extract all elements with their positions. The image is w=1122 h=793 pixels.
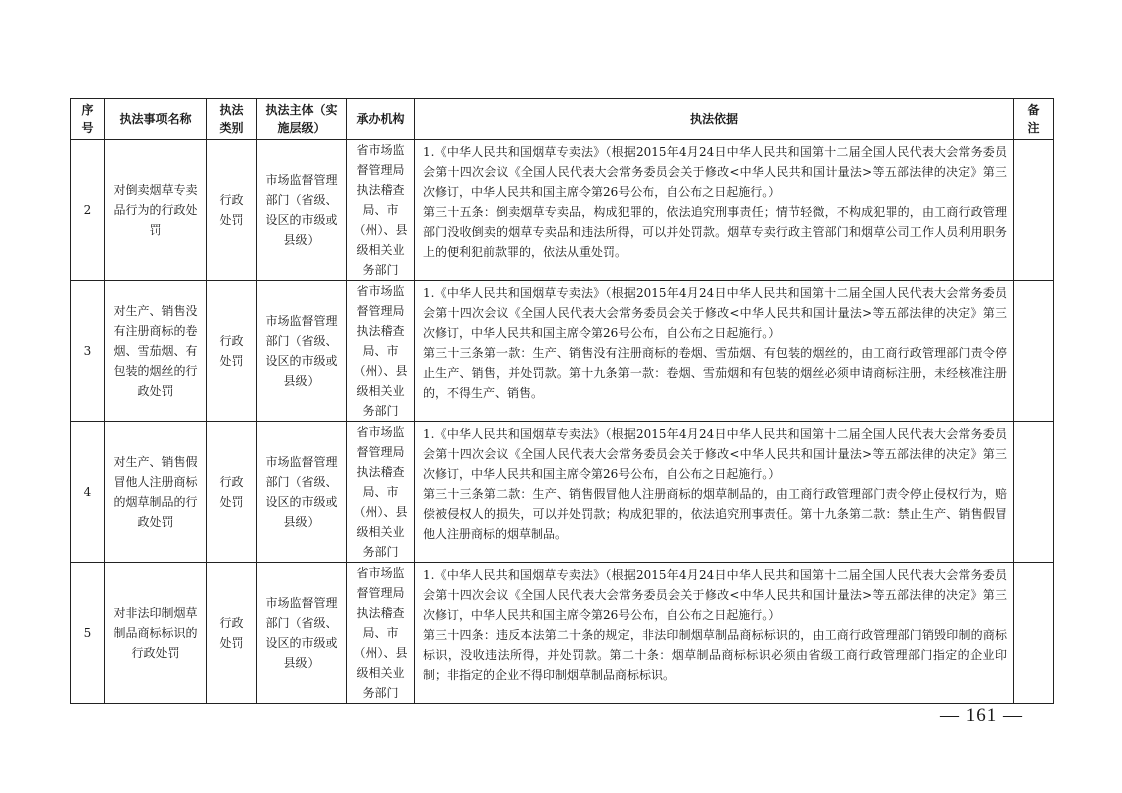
row-basis: 1.《中华人民共和国烟草专卖法》（根据2015年4月24日中华人民共和国第十二届全国人民代表大会常务委员会第十四次会议《全国人民代表大会常务委员会关于修改<中华人民共和国计量法>等五部法律的决定》第三次修订，中华人民共和国主席令第26号公布，自公布之日起施行。） 第三十五条：倒卖烟草专卖品，构成犯罪的，依法追究刑事责任；情节轻微，不构成犯罪的，由工商行政管理部门没收倒卖的烟草专卖品和违法所得，可以并处罚款。烟草专卖行政主管部门和烟草公司工作人员利用职务上的便利犯前款罪的，依法从重处罚。 xyxy=(415,140,1014,281)
header-type: 执法类别 xyxy=(207,99,257,140)
row-name: 对倒卖烟草专卖品行为的行政处罚 xyxy=(105,140,207,281)
row-type: 行政处罚 xyxy=(207,281,257,422)
row-name: 对非法印制烟草制品商标标识的行政处罚 xyxy=(105,563,207,704)
row-no: 5 xyxy=(71,563,105,704)
table-row xyxy=(71,563,1054,704)
row-no: 3 xyxy=(71,281,105,422)
header-basis: 执法依据 xyxy=(415,99,1014,140)
row-subject: 市场监督管理部门（省级、设区的市级或县级） xyxy=(257,140,347,281)
row-remark xyxy=(1014,140,1054,281)
table-row xyxy=(71,422,1054,563)
row-subject: 市场监督管理部门（省级、设区的市级或县级） xyxy=(257,281,347,422)
row-basis: 1.《中华人民共和国烟草专卖法》（根据2015年4月24日中华人民共和国第十二届全国人民代表大会常务委员会第十四次会议《全国人民代表大会常务委员会关于修改<中华人民共和国计量法>等五部法律的决定》第三次修订，中华人民共和国主席令第26号公布，自公布之日起施行。） 第三十三条第二款：生产、销售假冒他人注册商标的烟草制品的，由工商行政管理部门责令停止侵权行为，赔偿被侵权人的损失，可以并处罚款；构成犯罪的，依法追究刑事责任。第十九条第二款：禁止生产、销售假冒他人注册商标的烟草制品。 xyxy=(415,422,1014,563)
row-org: 省市场监督管理局执法稽查局、市（州）、县级相关业务部门 xyxy=(347,563,415,704)
row-org: 省市场监督管理局执法稽查局、市（州）、县级相关业务部门 xyxy=(347,140,415,281)
row-basis: 1.《中华人民共和国烟草专卖法》（根据2015年4月24日中华人民共和国第十二届全国人民代表大会常务委员会第十四次会议《全国人民代表大会常务委员会关于修改<中华人民共和国计量法>等五部法律的决定》第三次修订，中华人民共和国主席令第26号公布，自公布之日起施行。） 第三十四条：违反本法第二十条的规定，非法印制烟草制品商标标识的，由工商行政管理部门销毁印制的商标标识，没收违法所得，并处罚款。第二十条：烟草制品商标标识必须由省级工商行政管理部门指定的企业印制；非指定的企业不得印制烟草制品商标标识。 xyxy=(415,563,1014,704)
row-subject: 市场监督管理部门（省级、设区的市级或县级） xyxy=(257,422,347,563)
row-name: 对生产、销售没有注册商标的卷烟、雪茄烟、有包装的烟丝的行政处罚 xyxy=(105,281,207,422)
row-type: 行政处罚 xyxy=(207,563,257,704)
table-row xyxy=(71,140,1054,281)
row-no: 2 xyxy=(71,140,105,281)
row-remark xyxy=(1014,563,1054,704)
row-type: 行政处罚 xyxy=(207,422,257,563)
row-no: 4 xyxy=(71,422,105,563)
row-remark xyxy=(1014,281,1054,422)
row-subject: 市场监督管理部门（省级、设区的市级或县级） xyxy=(257,563,347,704)
row-basis: 1.《中华人民共和国烟草专卖法》（根据2015年4月24日中华人民共和国第十二届全国人民代表大会常务委员会第十四次会议《全国人民代表大会常务委员会关于修改<中华人民共和国计量法>等五部法律的决定》第三次修订，中华人民共和国主席令第26号公布，自公布之日起施行。） 第三十三条第一款：生产、销售没有注册商标的卷烟、雪茄烟、有包装的烟丝的，由工商行政管理部门责令停止生产、销售，并处罚款。第十九条第一款：卷烟、雪茄烟和有包装的烟丝必须申请商标注册，未经核准注册的，不得生产、销售。 xyxy=(415,281,1014,422)
header-remark: 备注 xyxy=(1014,99,1054,140)
row-type: 行政处罚 xyxy=(207,140,257,281)
header-subject: 执法主体（实施层级） xyxy=(257,99,347,140)
row-org: 省市场监督管理局执法稽查局、市（州）、县级相关业务部门 xyxy=(347,281,415,422)
table-row xyxy=(71,281,1054,422)
row-name: 对生产、销售假冒他人注册商标的烟草制品的行政处罚 xyxy=(105,422,207,563)
header-org: 承办机构 xyxy=(347,99,415,140)
row-org: 省市场监督管理局执法稽查局、市（州）、县级相关业务部门 xyxy=(347,422,415,563)
page-number: — 161 — xyxy=(940,705,1023,726)
header-no: 序号 xyxy=(71,99,105,140)
row-remark xyxy=(1014,422,1054,563)
header-row xyxy=(71,99,1054,140)
enforcement-table xyxy=(70,98,1054,704)
header-name: 执法事项名称 xyxy=(105,99,207,140)
